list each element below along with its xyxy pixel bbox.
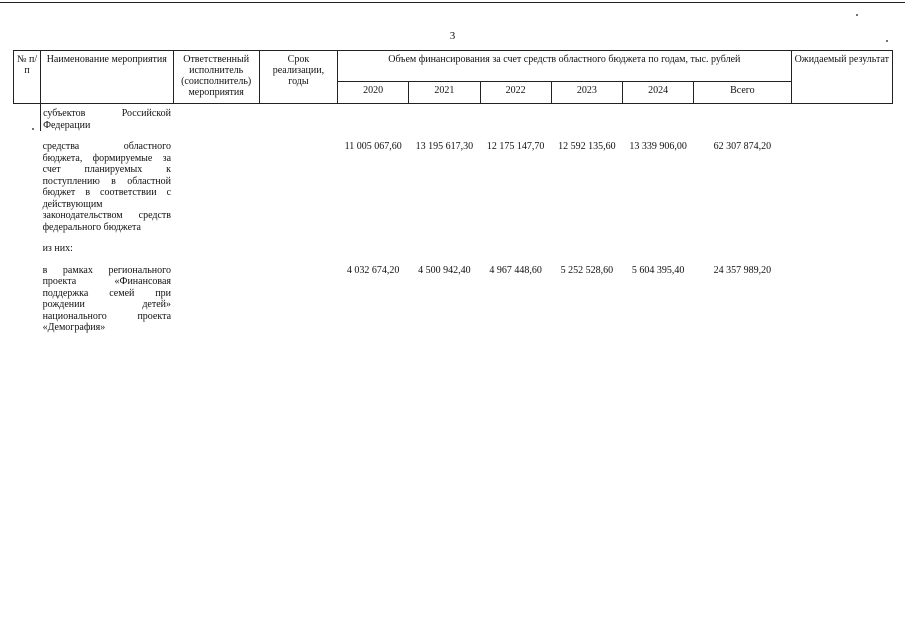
row-value-2023: 5 252 528,60 — [560, 264, 614, 276]
header-total: Всего — [694, 82, 791, 104]
row-name: средства областного бюджета, формируемые за счет планируемых к поступлению в областной бюджет в соответствии с действующим законодательством средств федерального бюджета — [42, 141, 172, 233]
row-value-2020 — [338, 104, 409, 132]
header-responsible: Ответственный исполнитель (соисполнитель) мероприятия — [173, 51, 259, 104]
row-value-2020 — [338, 243, 409, 255]
scan-speck — [32, 128, 34, 130]
row-value-2021: 4 500 942,40 — [418, 264, 471, 276]
row-value-2021: 13 195 617,30 — [415, 141, 474, 152]
row-value-2024: 5 604 395,40 — [631, 264, 685, 276]
row-value-2022 — [480, 243, 551, 255]
row-value-2021 — [409, 104, 480, 132]
row-value-2020: 4 032 674,20 — [346, 264, 400, 276]
scan-speck — [856, 14, 858, 16]
header-year-2024: 2024 — [622, 82, 693, 104]
row-value-2022: 12 175 147,70 — [486, 141, 545, 152]
row-name: субъектов Российской Федерации — [41, 104, 173, 132]
row-value-total — [694, 243, 791, 255]
header-year-2020: 2020 — [338, 82, 409, 104]
budget-table — [13, 50, 893, 334]
top-rule — [0, 2, 905, 3]
row-value-2022 — [480, 104, 551, 132]
row-value-2023: 12 592 135,60 — [558, 141, 616, 152]
table-row — [14, 243, 893, 255]
row-value-2023 — [551, 243, 622, 255]
header-name: Наименование мероприятия — [41, 51, 173, 104]
row-value-total: 62 307 874,20 — [713, 141, 772, 152]
header-result: Ожидаемый результат — [791, 51, 892, 104]
table-row — [14, 141, 893, 233]
row-value-2024 — [622, 104, 693, 132]
header-year-2021: 2021 — [409, 82, 480, 104]
header-term: Срок реализации, годы — [259, 51, 337, 104]
header-year-2023: 2023 — [551, 82, 622, 104]
row-value-2021 — [409, 243, 480, 255]
header-no: № п/п — [14, 51, 41, 104]
table-row — [14, 265, 893, 334]
row-value-2023 — [551, 104, 622, 132]
row-name: в рамках регионального проекта «Финансовая поддержка семей при рождении детей» национального проекта «Демография» — [42, 264, 172, 333]
row-value-total: 24 357 989,20 — [713, 264, 772, 276]
header-year-2022: 2022 — [480, 82, 551, 104]
row-value-2022: 4 967 448,60 — [489, 264, 542, 276]
page-number: 3 — [449, 30, 456, 42]
table-row — [14, 104, 893, 132]
row-name: из них: — [42, 243, 73, 254]
header-financing: Объем финансирования за счет средств областного бюджета по годам, тыс. рублей — [338, 51, 792, 82]
row-value-2024: 13 339 906,00 — [629, 141, 687, 152]
row-value-total — [694, 104, 791, 132]
row-value-2024 — [622, 243, 693, 255]
scan-speck — [886, 40, 888, 42]
row-value-2020: 11 005 067,60 — [344, 141, 402, 152]
